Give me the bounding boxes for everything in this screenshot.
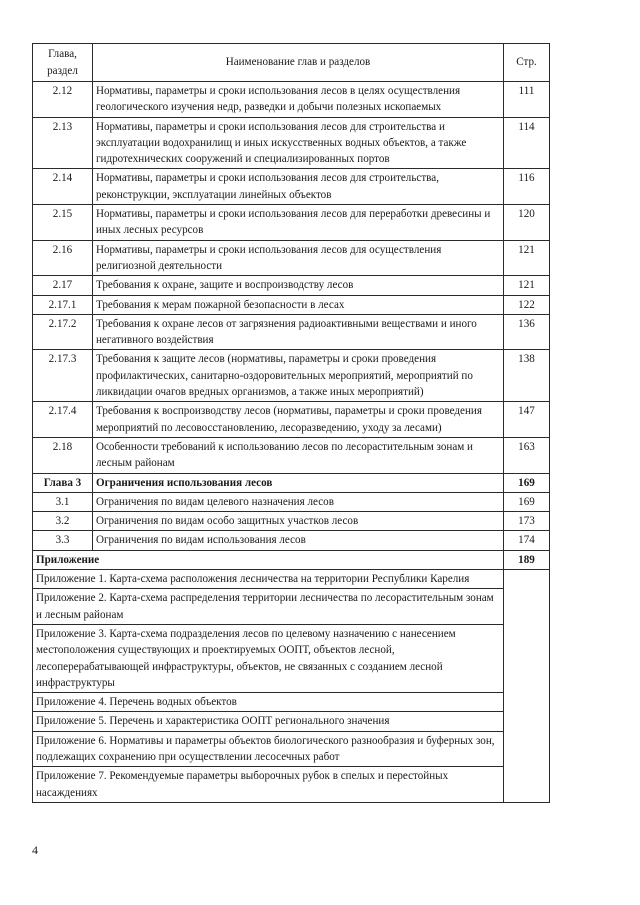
section-page: 120 [504, 205, 550, 241]
section-number: 2.17.1 [33, 295, 93, 314]
appendix-item-row [33, 767, 550, 803]
chapter-row [33, 473, 550, 492]
section-page: 122 [504, 295, 550, 314]
section-number: 3.1 [33, 492, 93, 511]
section-title: Требования к охране, защите и воспроизводству лесов [93, 276, 504, 295]
table-row [33, 512, 550, 531]
table-row [33, 350, 550, 402]
section-title: Требования к воспроизводству лесов (нормативы, параметры и сроки проведения мероприятий по лесовосстановлению, лесоразведению, уходу за лесами) [93, 402, 504, 438]
appendix-page-cell [504, 570, 550, 803]
toc-table [32, 43, 550, 803]
table-row [33, 240, 550, 276]
section-page: 116 [504, 169, 550, 205]
section-number: 3.3 [33, 531, 93, 550]
appendix-heading: Приложение [33, 550, 504, 569]
section-page: 121 [504, 240, 550, 276]
section-page: 147 [504, 402, 550, 438]
table-row [33, 205, 550, 241]
section-title: Нормативы, параметры и сроки использования лесов для строительства и эксплуатации водохранилищ и иных искусственных водных объектов, а также гидротехнических сооружений и специализированных портов [93, 117, 504, 169]
section-page: 173 [504, 512, 550, 531]
section-title: Ограничения по видам особо защитных участков лесов [93, 512, 504, 531]
section-page: 169 [504, 492, 550, 511]
appendix-item: Приложение 6. Нормативы и параметры объектов биологического разнообразия и буферных зон, подлежащих сохранению при осуществлении лесосечных работ [33, 731, 504, 767]
page-number: 4 [32, 843, 38, 857]
table-row [33, 492, 550, 511]
table-row [33, 117, 550, 169]
section-number: 3.2 [33, 512, 93, 531]
section-page: 136 [504, 314, 550, 350]
section-title: Требования к охране лесов от загрязнения радиоактивными веществами и иного негативного воздействия [93, 314, 504, 350]
table-row [33, 402, 550, 438]
appendix-item: Приложение 4. Перечень водных объектов [33, 693, 504, 712]
section-number: 2.16 [33, 240, 93, 276]
section-page: 111 [504, 82, 550, 118]
section-number: 2.17 [33, 276, 93, 295]
appendix-item: Приложение 1. Карта-схема расположения лесничества на территории Республики Карелия [33, 570, 504, 589]
section-title: Ограничения по видам целевого назначения лесов [93, 492, 504, 511]
section-page: 163 [504, 437, 550, 473]
section-number: 2.18 [33, 437, 93, 473]
table-row [33, 82, 550, 118]
section-number: 2.17.3 [33, 350, 93, 402]
table-row [33, 276, 550, 295]
appendix-item: Приложение 7. Рекомендуемые параметры выборочных рубок в спелых и перестойных насаждениях [33, 767, 504, 803]
section-number: 2.17.4 [33, 402, 93, 438]
table-row [33, 169, 550, 205]
section-number: 2.15 [33, 205, 93, 241]
section-title: Нормативы, параметры и сроки использования лесов для осуществления религиозной деятельности [93, 240, 504, 276]
appendix-item-row [33, 693, 550, 712]
appendix-item-row [33, 589, 550, 625]
appendix-item-row [33, 570, 550, 589]
header-page: Стр. [504, 44, 550, 82]
section-title: Требования к мерам пожарной безопасности в лесах [93, 295, 504, 314]
appendix-item-row [33, 624, 550, 692]
appendix-item: Приложение 5. Перечень и характеристика ООПТ регионального значения [33, 712, 504, 731]
section-title: Нормативы, параметры и сроки использования лесов для строительства, реконструкции, эксплуатации линейных объектов [93, 169, 504, 205]
header-title: Наименование глав и разделов [93, 44, 504, 82]
chapter-number: Глава 3 [33, 473, 93, 492]
toc-header-row [33, 44, 550, 82]
appendix-item-row [33, 731, 550, 767]
table-row [33, 295, 550, 314]
section-number: 2.12 [33, 82, 93, 118]
section-number: 2.17.2 [33, 314, 93, 350]
appendix-page: 189 [504, 550, 550, 569]
table-row [33, 531, 550, 550]
section-page: 114 [504, 117, 550, 169]
appendix-item: Приложение 3. Карта-схема подразделения лесов по целевому назначению с нанесением местоположения существующих и проектируемых ООПТ, объектов лесной, лесоперерабатывающей инфраструктуры, объектов, не связанных с созданием лесной инфраструктуры [33, 624, 504, 692]
section-number: 2.14 [33, 169, 93, 205]
section-page: 174 [504, 531, 550, 550]
chapter-page: 169 [504, 473, 550, 492]
section-title: Ограничения по видам использования лесов [93, 531, 504, 550]
appendix-item-row [33, 712, 550, 731]
section-page: 121 [504, 276, 550, 295]
section-title: Нормативы, параметры и сроки использования лесов в целях осуществления геологического изучения недр, разведки и добычи полезных ископаемых [93, 82, 504, 118]
chapter-title: Ограничения использования лесов [93, 473, 504, 492]
table-row [33, 437, 550, 473]
section-number: 2.13 [33, 117, 93, 169]
appendix-heading-row [33, 550, 550, 569]
section-page: 138 [504, 350, 550, 402]
table-row [33, 314, 550, 350]
section-title: Требования к защите лесов (нормативы, параметры и сроки проведения профилактических, санитарно-оздоровительных мероприятий, мероприятий по ликвидации очагов вредных организмов, а также иных мероприятий) [93, 350, 504, 402]
section-title: Нормативы, параметры и сроки использования лесов для переработки древесины и иных лесных ресурсов [93, 205, 504, 241]
section-title: Особенности требований к использованию лесов по лесорастительным зонам и лесным районам [93, 437, 504, 473]
appendix-item: Приложение 2. Карта-схема распределения территории лесничества по лесорастительным зонам и лесным районам [33, 589, 504, 625]
header-chapter-section: Глава, раздел [33, 44, 93, 82]
